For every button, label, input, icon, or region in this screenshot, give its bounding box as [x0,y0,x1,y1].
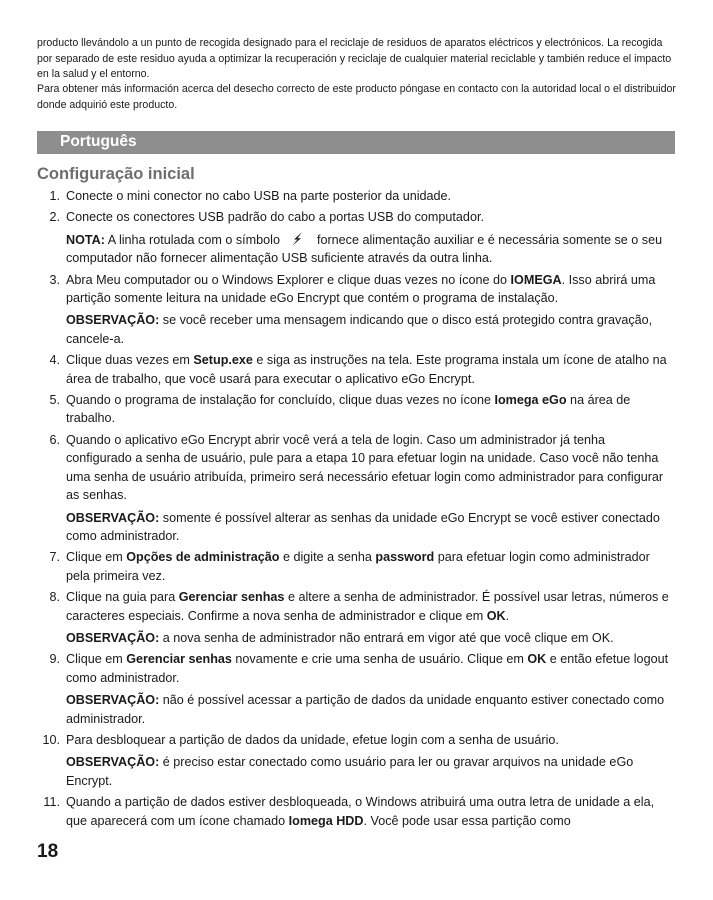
step-number: 7. [49,550,60,565]
setup-steps-list [0,187,713,830]
note-label: OBSERVAÇÃO: [66,313,160,328]
step-number: 9. [49,652,60,667]
step-number: 6. [49,432,60,447]
step-number: 4. [49,353,60,368]
step-text: Conecte o mini conector no cabo USB na parte posterior da unidade. [66,189,452,203]
step-number: 3. [49,272,60,287]
iomega-ego-icon-name: Iomega eGo [494,393,567,408]
step-number: 10. [42,732,60,747]
note-step-2 [0,231,672,268]
intro-paragraph-disposal-info: Para obtener más información acerca del desecho correcto de este producto póngase en contacto con la autoridad local o el distribuidor donde adquirió este producto. [37,83,676,111]
step-8: 8. Clique na guia para Gerenciar senhas e altere a senha de administrador. É possível usar letras, números e caracteres especiais. Confirme a nova senha de administrador e clique em OK. [0,588,672,625]
language-section-band [37,131,675,154]
note-text: não é possível acessar a partição de dados da unidade enquanto estiver conectado como administrador. [66,693,665,726]
step-number: 5. [49,393,60,408]
manage-passwords-name: Gerenciar senhas [178,590,285,605]
iomega-icon-name: IOMEGA [510,272,562,287]
ok-name: OK [486,608,506,623]
note-label: OBSERVAÇÃO: [66,510,160,525]
note-text: a nova senha de administrador não entrará em vigor até que você clique em OK. [159,630,614,645]
step-9: 9. Clique em Gerenciar senhas novamente e crie uma senha de usuário. Clique em OK e então efetue logout como administrador. [0,650,672,687]
note-label: OBSERVAÇÃO: [66,630,160,645]
default-password: password [375,550,435,565]
note-step-8 [0,629,672,647]
language-section-title: Português [60,133,137,150]
step-7: 7. Clique em Opções de administração e digite a senha password para efetuar login como administrador pela primeira vez. [0,548,672,585]
iomega-hdd-name: Iomega HDD [288,813,364,828]
note-label: OBSERVAÇÃO: [66,693,160,708]
step-3: 3. Abra Meu computador ou o Windows Explorer e clique duas vezes no ícone do IOMEGA. Isso abrirá uma partição somente leitura na unidade eGo Encrypt que contém o programa de instalação. [0,271,672,308]
admin-options-name: Opções de administração [126,550,280,565]
manage-passwords-name: Gerenciar senhas [126,652,232,667]
step-11: 11. Quando a partição de dados estiver desbloqueada, o Windows atribuirá uma outra letra de unidade a ela, que aparecerá com um ícone chamado Iomega HDD. Você pode usar essa partição como [0,793,672,830]
section-heading: Configuração inicial [37,165,195,183]
step-6 [0,431,672,505]
note-text-continued: fornece alimentação auxiliar e é necessária somente se o seu computador não fornecer alimentação USB suficiente através da outra linha. [66,232,663,266]
step-2 [0,208,672,226]
step-4: 4. Clique duas vezes em Setup.exe e siga as instruções na tela. Este programa instala um ícone de atalho na área de trabalho, que você usará para executar o aplicativo eGo Encrypt. [0,351,672,388]
step-5: 5. Quando o programa de instalação for concluído, clique duas vezes no ícone Iomega eGo na área de trabalho. [0,391,672,428]
note-text: A linha rotulada com o símbolo [104,232,280,247]
intro-paragraph-recycling: producto llevándolo a un punto de recogida designado para el reciclaje de residuos de aparatos eléctricos y electrónicos. La recogida por separado de este residuo ayuda a optimizar la recuperación y reciclaje de cualquier material reciclable y también reduce el impacto en la salud y el entorno. [37,37,672,81]
note-label: NOTA: [66,232,105,247]
lightning-bolt-icon [283,232,313,246]
step-number: 8. [49,590,60,605]
step-1 [0,187,672,205]
step-text: Para desbloquear a partição de dados da unidade, efetue login com a senha de usuário. [66,732,559,747]
ok-name: OK [527,652,547,667]
step-10 [0,731,672,749]
page-number: 18 [37,841,59,862]
step-number: 1. [49,189,60,203]
note-text: é preciso estar conectado como usuário para ler ou gravar arquivos na unidade eGo Encrypt. [66,755,634,788]
step-text: Conecte os conectores USB padrão do cabo a portas USB do computador. [66,210,484,225]
note-step-10 [0,753,672,790]
step-number: 2. [49,210,60,225]
note-step-3 [0,311,672,348]
step-number: 11. [43,795,60,810]
note-text: somente é possível alterar as senhas da unidade eGo Encrypt se você estiver conectado como administrador. [66,510,660,543]
note-step-6 [0,509,672,546]
note-label: OBSERVAÇÃO: [66,755,160,770]
setup-exe-name: Setup.exe [193,353,253,368]
step-text: Quando o aplicativo eGo Encrypt abrir você verá a tela de login. Caso um administrador já tenha configurado a senha de usuário, pule para a etapa 10 para efetuar login na unidade. Caso você não tenha uma senha de usuário atribuída, primeiro será necessário efetuar login como administrador para configurar as senhas. [66,432,664,503]
note-text: se você receber uma mensagem indicando que o disco está protegido contra gravação, cancele-a. [66,313,653,346]
note-step-9 [0,691,672,728]
